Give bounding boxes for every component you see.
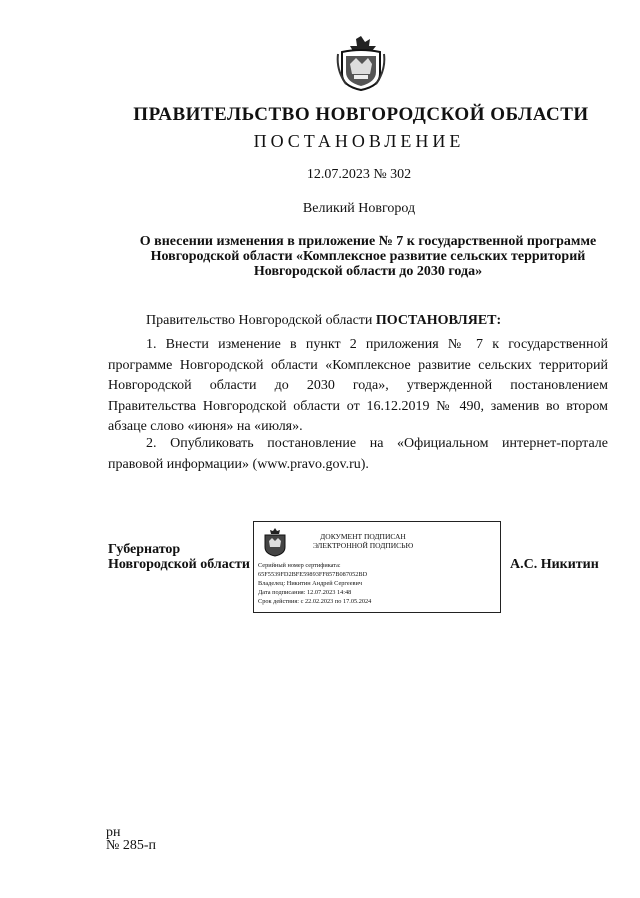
cert-validity: Срок действия: с 22.02.2023 по 17.05.2024 bbox=[258, 598, 372, 605]
stamp-details bbox=[258, 561, 371, 606]
electronic-signature-stamp bbox=[253, 521, 501, 613]
intro-decree-word: ПОСТАНОВЛЯЕТ: bbox=[375, 313, 502, 328]
footer-number: № 285-п bbox=[106, 838, 157, 853]
cert-number: 65F5539FD2BFE59893FF857B087052BD bbox=[258, 571, 368, 578]
intro-text: Правительство Новгородской области bbox=[146, 313, 376, 328]
cert-owner: Владелец: Никитин Андрей Сергеевич bbox=[258, 580, 363, 587]
footer-initials: рн bbox=[106, 825, 121, 840]
cert-label: Серийный номер сертификата: bbox=[258, 562, 341, 569]
footer-reference bbox=[106, 826, 156, 852]
signatory-name: А.С. Никитин bbox=[510, 557, 599, 572]
subject-line: О внесении изменения в приложение № 7 к государственной программе bbox=[139, 234, 597, 249]
signed-date: Дата подписания: 12.07.2023 14:48 bbox=[258, 589, 352, 596]
coat-of-arms-icon bbox=[260, 527, 290, 557]
city: Великий Новгород bbox=[302, 201, 416, 216]
resolution-intro bbox=[108, 311, 608, 332]
resolution-item-1: 1. Внести изменение в пункт 2 приложения № 7 к государственной программе Новгородской области «Комплексное развитие сельских территорий Новгородской области до 2030 года», утвержденной постановлением Правительства Новгородской области от 16.12.2019 № 490, заменив во втором абзаце слово «июня» на «июля». bbox=[108, 337, 608, 434]
novgorod-coat-of-arms-icon bbox=[336, 34, 386, 92]
document-type: ПОСТАНОВЛЕНИЕ bbox=[253, 131, 465, 151]
date-and-number: 12.07.2023 № 302 bbox=[306, 167, 412, 182]
resolution-item-2: 2. Опубликовать постановление на «Официальном интернет-портале правовой информации» (www.pravo.gov.ru). bbox=[108, 436, 608, 472]
signatory-position bbox=[108, 542, 250, 572]
stamp-title-line: ЭЛЕКТРОННОЙ ПОДПИСЬЮ bbox=[312, 541, 414, 550]
position-line: Новгородской области bbox=[108, 557, 250, 572]
document-subject bbox=[108, 234, 628, 279]
stamp-title-line: ДОКУМЕНТ ПОДПИСАН bbox=[320, 532, 406, 541]
subject-line: Новгородской области до 2030 года» bbox=[253, 264, 483, 279]
government-title: ПРАВИТЕЛЬСТВО НОВГОРОДСКОЙ ОБЛАСТИ bbox=[133, 104, 589, 125]
stamp-title bbox=[298, 532, 428, 550]
subject-line: Новгородской области «Комплексное развитие сельских территорий bbox=[150, 249, 586, 264]
position-line: Губернатор bbox=[108, 542, 181, 557]
